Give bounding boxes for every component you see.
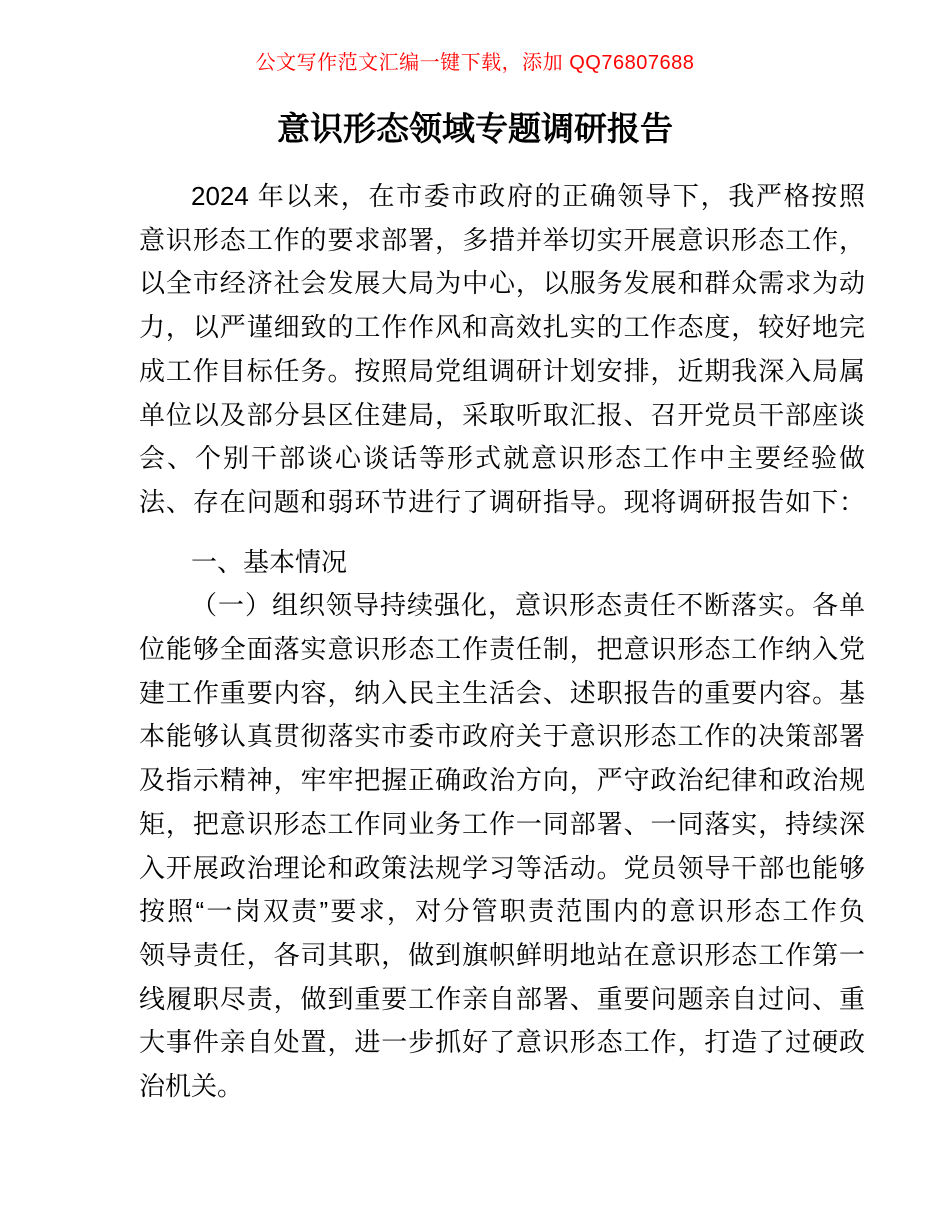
text-line: 矩，把意识形态工作同业务工作一同部署、一同落实，持续深	[139, 808, 865, 839]
text-line: （一）组织领导持续强化，意识形态责任不断落实。各单	[191, 590, 865, 621]
document-title: 意识形态领域专题调研报告	[277, 110, 673, 147]
text-line: 及指示精神，牢牢把握正确政治方向，严守政治纪律和政治规	[139, 765, 865, 796]
text-line: 按照“一岗双责”要求，对分管职责范围内的意识形态工作负	[139, 896, 865, 927]
text-line: 线履职尽责，做到重要工作亲自部署、重要问题亲自过问、重	[139, 983, 865, 1014]
text-line: 法、存在问题和弱环节进行了调研指导。现将调研报告如下：	[139, 486, 865, 517]
text-line: 2024 年以来，在市委市政府的正确领导下，我严格按照	[191, 181, 865, 211]
text-line: 力，以严谨细致的工作作风和高效扎实的工作态度，较好地完	[139, 312, 865, 343]
ad-banner-text: 公文写作范文汇编一键下载，添加 QQ76807688	[255, 52, 695, 74]
text-line: 本能够认真贯彻落实市委市政府关于意识形态工作的决策部署	[139, 721, 865, 752]
text-line: 单位以及部分县区住建局，采取听取汇报、召开党员干部座谈	[139, 399, 865, 430]
text-line: 位能够全面落实意识形态工作责任制，把意识形态工作纳入党	[139, 634, 865, 665]
text-line: 会、个别干部谈心谈话等形式就意识形态工作中主要经验做	[139, 443, 865, 474]
text-line: 成工作目标任务。按照局党组调研计划安排，近期我深入局属	[139, 355, 865, 386]
text-line: 大事件亲自处置，进一步抓好了意识形态工作，打造了过硬政	[139, 1027, 865, 1058]
text-line: 意识形态工作的要求部署，多措并举切实开展意识形态工作，	[139, 224, 865, 255]
body-paragraph	[139, 584, 865, 1108]
text-line: 领导责任，各司其职，做到旗帜鲜明地站在意识形态工作第一	[139, 939, 865, 970]
text-line: 建工作重要内容，纳入民主生活会、述职报告的重要内容。基	[139, 677, 865, 708]
text-line: 治机关。	[139, 1071, 244, 1102]
text-line: 入开展政治理论和政策法规学习等活动。党员领导干部也能够	[139, 852, 865, 883]
body-paragraph	[139, 175, 865, 525]
document-body	[139, 175, 865, 1109]
text-line: 一、基本情况	[191, 546, 348, 577]
section-heading	[139, 541, 865, 585]
text-line: 以全市经济社会发展大局为中心，以服务发展和群众需求为动	[139, 268, 865, 299]
